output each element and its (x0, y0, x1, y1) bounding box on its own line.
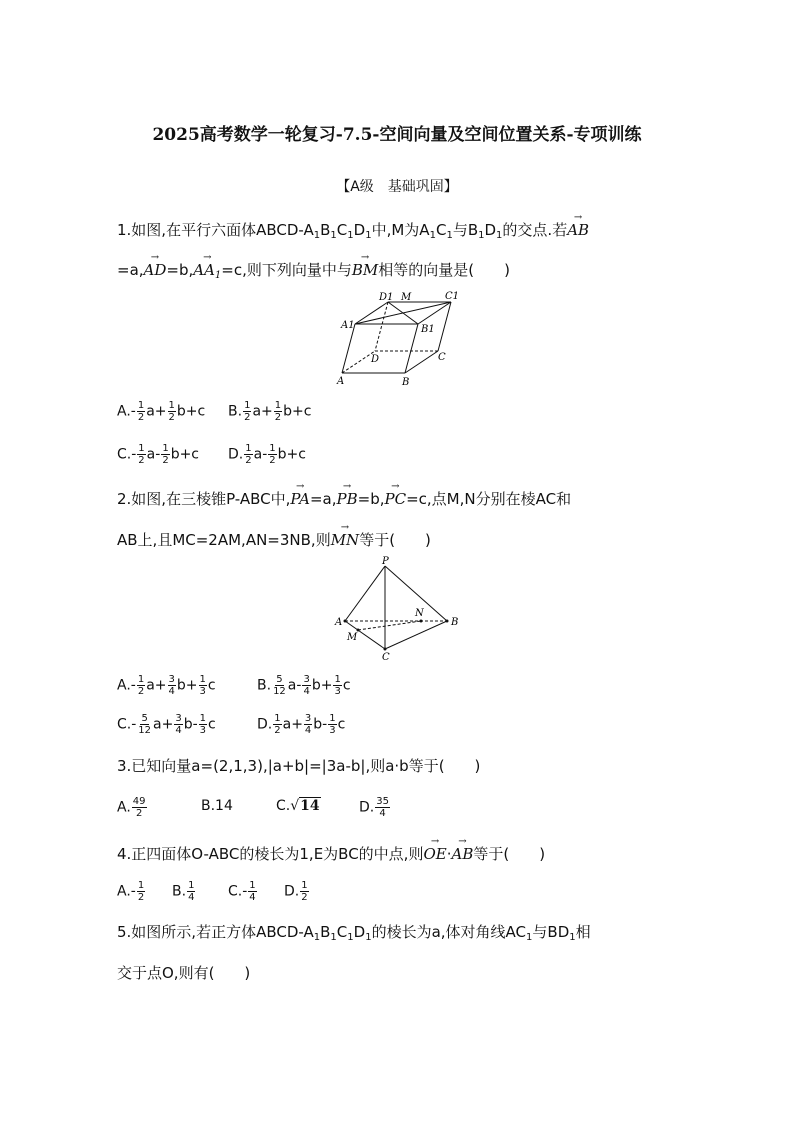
label-C: C (438, 352, 446, 363)
q4-option-c[interactable]: C.- $\frac{1}{4}$ (228, 880, 256, 903)
q2-option-a[interactable]: A.- $\frac{1}{2}$ a+ $\frac{3}{4}$ b+ $\frac{1}{3}$ c (117, 674, 216, 697)
label-A1: A1 (341, 320, 355, 331)
q1-option-c[interactable]: C.- $\frac{1}{2}$ a- $\frac{1}{2}$ b+c (117, 443, 200, 466)
q4-option-d[interactable]: D. $\frac{1}{2}$ (284, 880, 308, 903)
label-P: P (382, 556, 389, 567)
q1-line2: $=a,\to AD=b,\to AA_1=c$,则下列向量中与→ BM相等的向量是( ) (117, 260, 510, 286)
q3-option-c[interactable]: C.√14 (276, 798, 320, 814)
section-heading: 【A级 基础巩固】 (336, 179, 458, 195)
label-A: A (337, 376, 345, 387)
q3-option-a[interactable]: A. $\frac{49}{2}$ (117, 796, 146, 819)
q1-option-b[interactable]: B. $\frac{1}{2}$ a+ $\frac{1}{2}$ b+c (228, 400, 312, 423)
label-N: N (415, 608, 424, 619)
q1-option-a[interactable]: A.- $\frac{1}{2}$ a+ $\frac{1}{2}$ b+c (117, 400, 206, 423)
q5-line2: 交于点O,则有( ) (117, 964, 251, 982)
q2-line1: 2.如图,在三棱锥P-ABC中,→ PA=a,→ PB=b,→ PC=c,点M,N分别在棱AC和 (117, 489, 571, 509)
q1-option-d[interactable]: D. $\frac{1}{2}$ a- $\frac{1}{2}$ b+c (228, 443, 306, 466)
q3-option-d[interactable]: D. $\frac{35}{4}$ (359, 796, 389, 819)
q2-option-c[interactable]: C.- $\frac{5}{12}$ a+ $\frac{3}{4}$ b- $\frac{1}{3}$ c (117, 713, 216, 736)
q4-option-b[interactable]: B. $\frac{1}{4}$ (172, 880, 195, 903)
q2-option-b[interactable]: B. $\frac{5}{12}$ a- $\frac{3}{4}$ b+ $\frac{1}{3}$ c (257, 674, 351, 697)
label-D: D (371, 354, 380, 365)
label-C: C (382, 652, 390, 663)
label-B: B (451, 617, 459, 628)
q4-line1: 4.正四面体O-ABC的棱长为1,E为BC的中点,则→ OE·→ AB等于( ) (117, 844, 545, 864)
parallelepiped-figure (335, 288, 465, 388)
tetrahedron-figure (333, 556, 463, 664)
label-A: A (335, 617, 343, 628)
label-M: M (401, 292, 412, 303)
q3-line1: 3.已知向量a=(2,1,3),|a+b|=|3a-b|,则a·b等于( ) (117, 757, 481, 775)
label-B: B (402, 377, 410, 388)
label-M: M (347, 632, 358, 643)
vector-AB: → AB (567, 220, 589, 240)
q1-line1: 1.如图,在平行六面体ABCD-$A_1B_1C_1D_1$中,M为$A_1C_1$与$B_1D_1$的交点.若→ AB (117, 220, 589, 246)
q3-option-b[interactable]: B.14 (201, 798, 233, 814)
label-C1: C1 (445, 291, 460, 302)
page-title: 2025高考数学一轮复习-7.5-空间向量及空间位置关系-专项训练 (152, 125, 642, 145)
q2-line2: AB上,且MC=2AM,AN=3NB,则→ MN等于( ) (117, 530, 431, 550)
q5-line1: 5.如图所示,若正方体ABCD-$A_1B_1C_1D_1$的棱长为a,体对角线$AC_1$与$BD_1$相 (117, 923, 591, 943)
q4-option-a[interactable]: A.- $\frac{1}{2}$ (117, 880, 145, 903)
label-B1: B1 (421, 324, 435, 335)
q2-option-d[interactable]: D. $\frac{1}{2}$ a+ $\frac{3}{4}$ b- $\frac{1}{3}$ c (257, 713, 346, 736)
label-D1: D1 (379, 292, 394, 303)
